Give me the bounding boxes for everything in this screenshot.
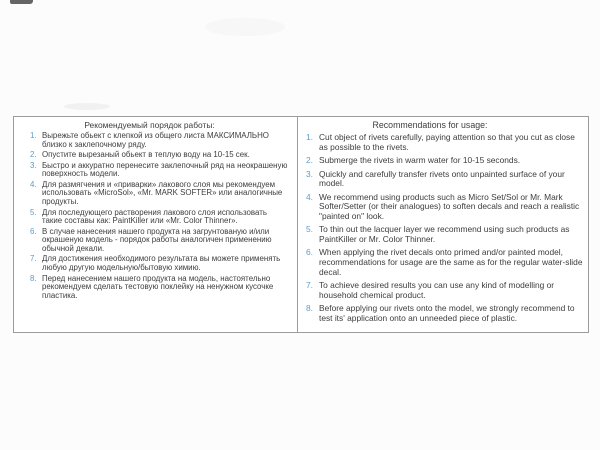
- item-number: 4.: [306, 191, 313, 202]
- list-item: [30, 209, 289, 226]
- list-item: [30, 181, 289, 207]
- list-item: [30, 132, 289, 149]
- item-number: 2.: [30, 150, 37, 160]
- item-text: To achieve desired results you can use any kind of modelling or household chemical product.: [319, 279, 555, 300]
- item-number: 1.: [306, 132, 313, 143]
- item-number: 7.: [306, 279, 313, 290]
- item-text: When applying the rivet decals onto primed and/or painted model, recommendations for usage are the same as for the regular water-slide decal.: [319, 247, 583, 277]
- column-russian: [14, 117, 297, 332]
- list-item: [30, 162, 289, 179]
- scan-artifact-smudge: [64, 103, 110, 110]
- item-number: 5.: [306, 224, 313, 235]
- item-text: Before applying our rivets onto the model, we strongly recommend to test its' application onto an unneeded piece of plastic.: [319, 302, 575, 323]
- item-text: Перед нанесением нашего продукта на модель, настоятельно рекомендуем сделать тестовую поклейку на ненужном кусочке пластика.: [42, 273, 274, 300]
- list-item: [30, 255, 289, 272]
- list-item: [306, 170, 584, 189]
- item-number: 5.: [30, 207, 37, 217]
- list-item: [306, 156, 584, 166]
- item-text: Для размягчения и «приварки» лакового слоя мы рекомендуем использовать «MicroSol», «Mr. MARK SOFTER» или аналогичные продукты.: [42, 179, 283, 207]
- item-number: 8.: [30, 273, 37, 283]
- list-item: [306, 304, 584, 323]
- item-text: We recommend using products such as Micro Set/Sol or Mr. Mark Softer/Setter (or their analogues) to soften decals and reach a realistic "painted on" look.: [319, 191, 580, 221]
- item-number: 3.: [30, 160, 37, 170]
- list-item: [306, 225, 584, 244]
- item-text: Submerge the rivets in warm water for 10-15 seconds.: [319, 155, 521, 166]
- item-number: 8.: [306, 302, 313, 313]
- item-text: Для достижения необходимого результата вы можете применять любую другую модельную/бытовую химию.: [42, 254, 281, 273]
- column-title-english: Recommendations for usage:: [372, 120, 488, 130]
- item-number: 3.: [306, 168, 313, 179]
- list-item: [306, 193, 584, 222]
- item-text: В случае нанесения нашего продукта на загрунтованую и/или окрашеную модель - порядок работы аналогичен применению обычной декали.: [42, 226, 272, 254]
- scan-artifact-speck: [10, 0, 33, 4]
- item-text: Для последующего растворения лакового слоя использовать такие составы как: PaintKiller или «Mr. Color Thinner».: [42, 207, 267, 226]
- item-text: Cut object of rivets carefully, paying attention so that you cut as close as possible to the rivets.: [319, 132, 575, 152]
- list-item: [306, 248, 584, 277]
- item-text: Quickly and carefully transfer rivets onto unpainted surface of your model.: [319, 168, 565, 189]
- list-item: [30, 151, 289, 160]
- item-number: 7.: [30, 254, 37, 264]
- item-text: Вырежьте обьект с клепкой из общего листа МАКСИМАЛЬНО близко к заклепочному ряду.: [42, 131, 269, 149]
- instructions-panel: [13, 116, 589, 333]
- column-title-russian: Рекомендуемый порядок работы:: [84, 120, 215, 130]
- scan-artifact-smudge: [205, 18, 285, 36]
- item-number: 6.: [30, 226, 37, 236]
- item-text: Быстро и аккуратно перенесите заклепочный ряд на неокрашеную поверхность модели.: [42, 160, 288, 179]
- list-item: [306, 281, 584, 300]
- item-text: To thin out the lacquer layer we recommend using such products as PaintKiller or Mr. Color Thinner.: [319, 224, 570, 244]
- list-item: [306, 133, 584, 152]
- item-text: Опустите вырезаный обьект в теплую воду на 10-15 сек.: [42, 150, 250, 160]
- column-english: [297, 117, 588, 332]
- list-item: [30, 275, 289, 301]
- item-number: 1.: [30, 131, 37, 141]
- list-item: [30, 228, 289, 254]
- item-number: 2.: [306, 155, 313, 166]
- item-number: 6.: [306, 247, 313, 258]
- item-number: 4.: [30, 179, 37, 189]
